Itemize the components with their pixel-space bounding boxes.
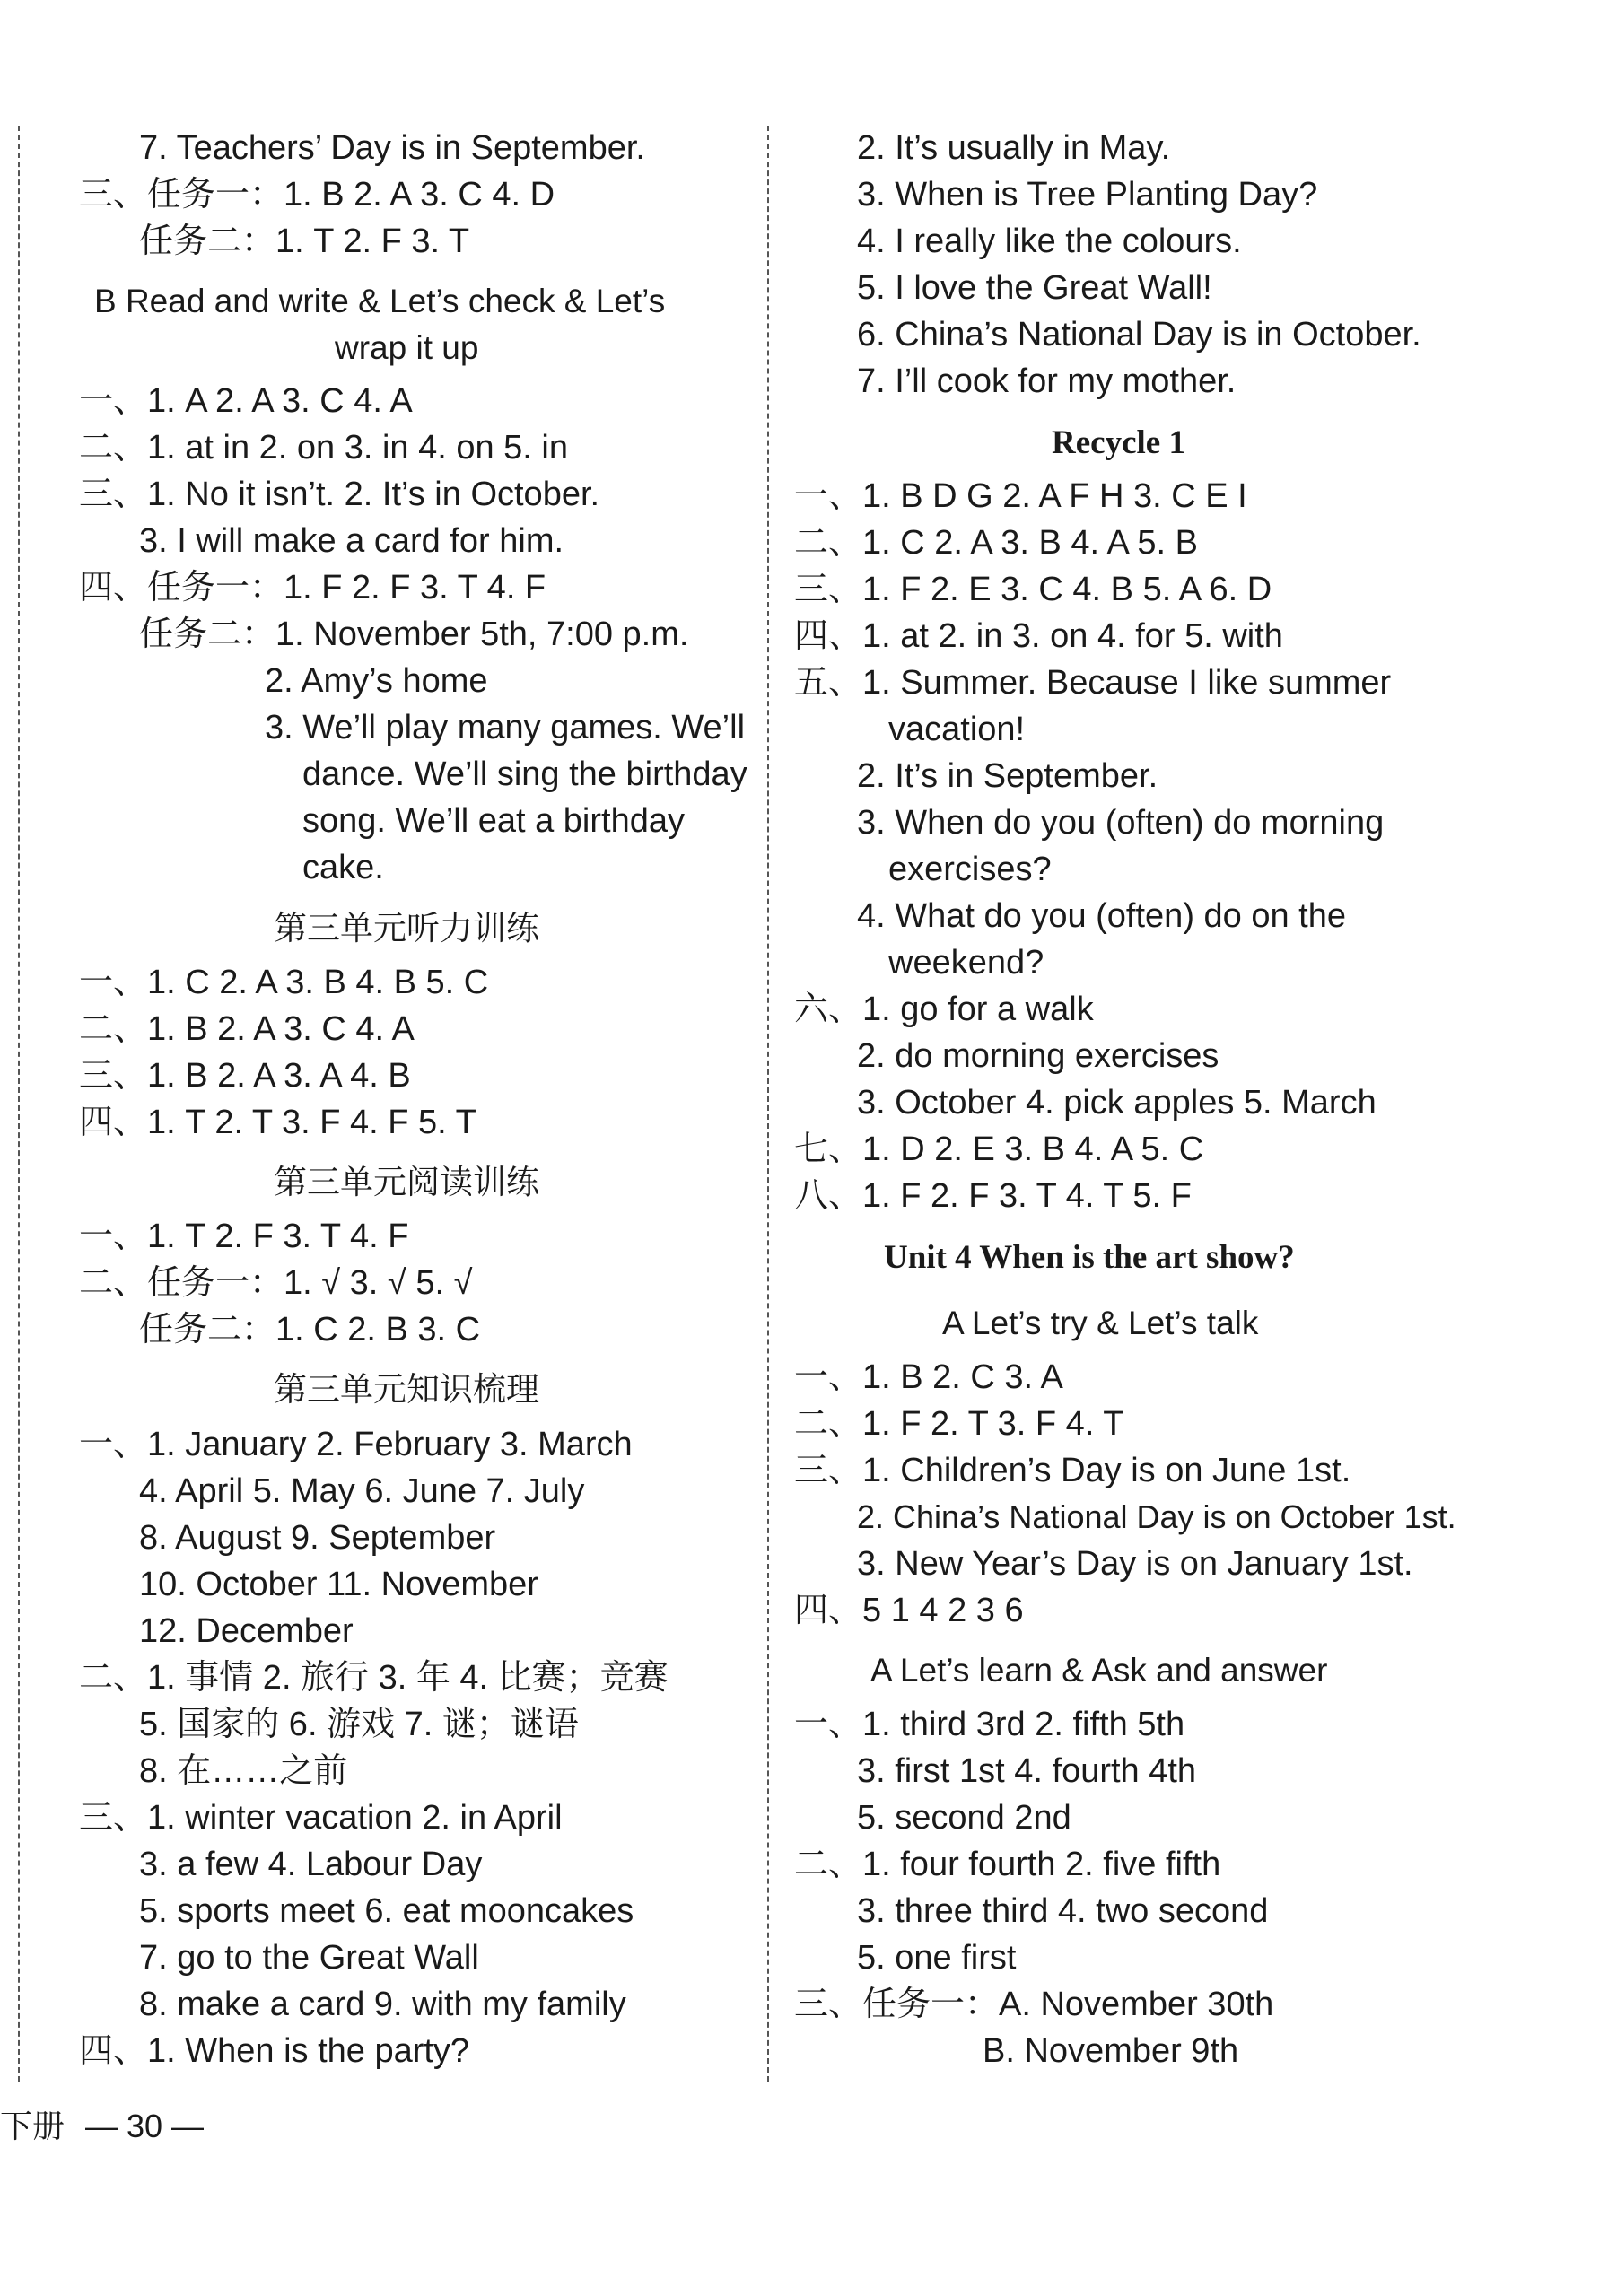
answer-line: 三、1. No it isn’t. 2. It’s in October. (79, 476, 600, 513)
answer-line: 3. When do you (often) do morning (857, 804, 1385, 842)
answer-line: 3. New Year’s Day is on January 1st. (857, 1545, 1413, 1583)
section-heading: B Read and write & Let’s check & Let’s (94, 283, 666, 319)
answer-line: 三、1. Children’s Day is on June 1st. (794, 1452, 1351, 1489)
answer-line: 8. make a card 9. with my family (139, 1986, 626, 2023)
answer-line: 一、1. January 2. February 3. March (79, 1426, 633, 1463)
answer-line: 三、1. B 2. A 3. A 4. B (79, 1057, 411, 1095)
answer-line: 7. I’ll cook for my mother. (857, 362, 1237, 400)
answer-line: 七、1. D 2. E 3. B 4. A 5. C (794, 1131, 1204, 1168)
section-heading: wrap it up (335, 329, 479, 366)
answer-line: 三、任务一：A. November 30th (794, 1986, 1274, 2023)
answer-line: 3. first 1st 4. fourth 4th (857, 1752, 1197, 1790)
answer-line: 一、1. A 2. A 3. C 4. A (79, 382, 413, 420)
answer-line: 2. It’s in September. (857, 757, 1158, 795)
answer-line: exercises? (888, 851, 1052, 888)
section-heading: 第三单元阅读训练 (274, 1164, 539, 1200)
answer-line: 二、1. C 2. A 3. B 4. A 5. B (794, 524, 1198, 562)
answer-line: song. We’ll eat a birthday (302, 802, 685, 840)
section-heading: A Let’s try & Let’s talk (942, 1305, 1259, 1341)
answer-line: 一、1. B 2. C 3. A (794, 1358, 1063, 1396)
answer-line: 2. Amy’s home (265, 662, 488, 700)
answer-line: 三、1. F 2. E 3. C 4. B 5. A 6. D (794, 571, 1272, 608)
answer-line: 二、1. 事情 2. 旅行 3. 年 4. 比赛；竞赛 (79, 1659, 669, 1697)
answer-line: 4. I really like the colours. (857, 223, 1242, 260)
answer-line: 10. October 11. November (139, 1566, 538, 1603)
answer-line: 3. October 4. pick apples 5. March (857, 1084, 1377, 1122)
answer-line: 三、任务一：1. B 2. A 3. C 4. D (79, 176, 555, 214)
left-margin-divider (18, 126, 20, 2082)
column-divider (767, 126, 769, 2082)
answer-line: 二、任务一：1. √ 3. √ 5. √ (79, 1264, 473, 1302)
answer-line: 4. April 5. May 6. June 7. July (139, 1472, 585, 1510)
answer-line: 四、任务一：1. F 2. F 3. T 4. F (79, 569, 546, 607)
answer-line: 四、1. at 2. in 3. on 4. for 5. with (794, 617, 1283, 655)
answer-line: 2. do morning exercises (857, 1037, 1219, 1075)
answer-line: 4. What do you (often) do on the (857, 897, 1347, 935)
answer-line: 任务二：1. November 5th, 7:00 p.m. (139, 615, 689, 653)
answer-line: 3. a few 4. Labour Day (139, 1846, 483, 1883)
answer-line: 7. go to the Great Wall (139, 1939, 479, 1977)
answer-line: 一、1. third 3rd 2. fifth 5th (794, 1706, 1185, 1743)
answer-line: 8. August 9. September (139, 1519, 496, 1557)
answer-line: 2. It’s usually in May. (857, 129, 1171, 167)
answer-line: 12. December (139, 1612, 354, 1650)
answer-line: 3. When is Tree Planting Day? (857, 176, 1318, 214)
volume-label: 下册 (0, 2108, 66, 2144)
answer-line: 八、1. F 2. F 3. T 4. T 5. F (794, 1177, 1192, 1215)
answer-line: 5. 国家的 6. 游戏 7. 谜；谜语 (139, 1706, 579, 1743)
section-title: Recycle 1 (1052, 424, 1185, 461)
section-heading: 第三单元知识梳理 (274, 1371, 539, 1408)
answer-line: 二、1. B 2. A 3. C 4. A (79, 1010, 415, 1048)
answer-line: 任务二：1. T 2. F 3. T (139, 223, 470, 260)
answer-line: 四、1. When is the party? (79, 2032, 470, 2070)
section-heading: 第三单元听力训练 (274, 910, 539, 947)
page-number: — 30 — (85, 2108, 205, 2144)
answer-line: weekend? (888, 944, 1044, 982)
answer-line: 5. I love the Great Wall! (857, 269, 1212, 307)
answer-line: 三、1. winter vacation 2. in April (79, 1799, 563, 1837)
answer-line: 6. China’s National Day is in October. (857, 316, 1421, 354)
answer-line: 2. China’s National Day is on October 1st. (857, 1498, 1456, 1535)
answer-line: 五、1. Summer. Because I like summer (794, 664, 1392, 702)
answer-line: 一、1. T 2. F 3. T 4. F (79, 1218, 409, 1255)
answer-line: 二、1. F 2. T 3. F 4. T (794, 1405, 1124, 1443)
answer-line: cake. (302, 849, 384, 886)
answer-line: 二、1. at in 2. on 3. in 4. on 5. in (79, 429, 568, 467)
answer-line: 5. sports meet 6. eat mooncakes (139, 1892, 634, 1930)
answer-line: 四、1. T 2. T 3. F 4. F 5. T (79, 1104, 476, 1141)
answer-line: 5. one first (857, 1939, 1017, 1977)
answer-line: dance. We’ll sing the birthday (302, 755, 747, 793)
answer-line: vacation! (888, 711, 1026, 748)
answer-line: 任务二：1. C 2. B 3. C (139, 1311, 481, 1349)
answer-line: 3. I will make a card for him. (139, 522, 564, 560)
answer-line: 二、1. four fourth 2. five fifth (794, 1846, 1221, 1883)
answer-line: 5. second 2nd (857, 1799, 1071, 1837)
answer-line: 8. 在……之前 (139, 1752, 348, 1790)
answer-line: 四、5 1 4 2 3 6 (794, 1592, 1024, 1629)
answer-line: 7. Teachers’ Day is in September. (139, 129, 645, 167)
answer-line: B. November 9th (983, 2032, 1239, 2070)
answer-line: 六、1. go for a walk (794, 991, 1094, 1028)
section-title: Unit 4 When is the art show? (884, 1239, 1295, 1276)
answer-line: 一、1. B D G 2. A F H 3. C E I (794, 477, 1247, 515)
answer-line: 3. three third 4. two second (857, 1892, 1269, 1930)
answer-line: 3. We’ll play many games. We’ll (265, 709, 746, 746)
answer-line: 一、1. C 2. A 3. B 4. B 5. C (79, 964, 489, 1001)
section-heading: A Let’s learn & Ask and answer (870, 1652, 1328, 1689)
